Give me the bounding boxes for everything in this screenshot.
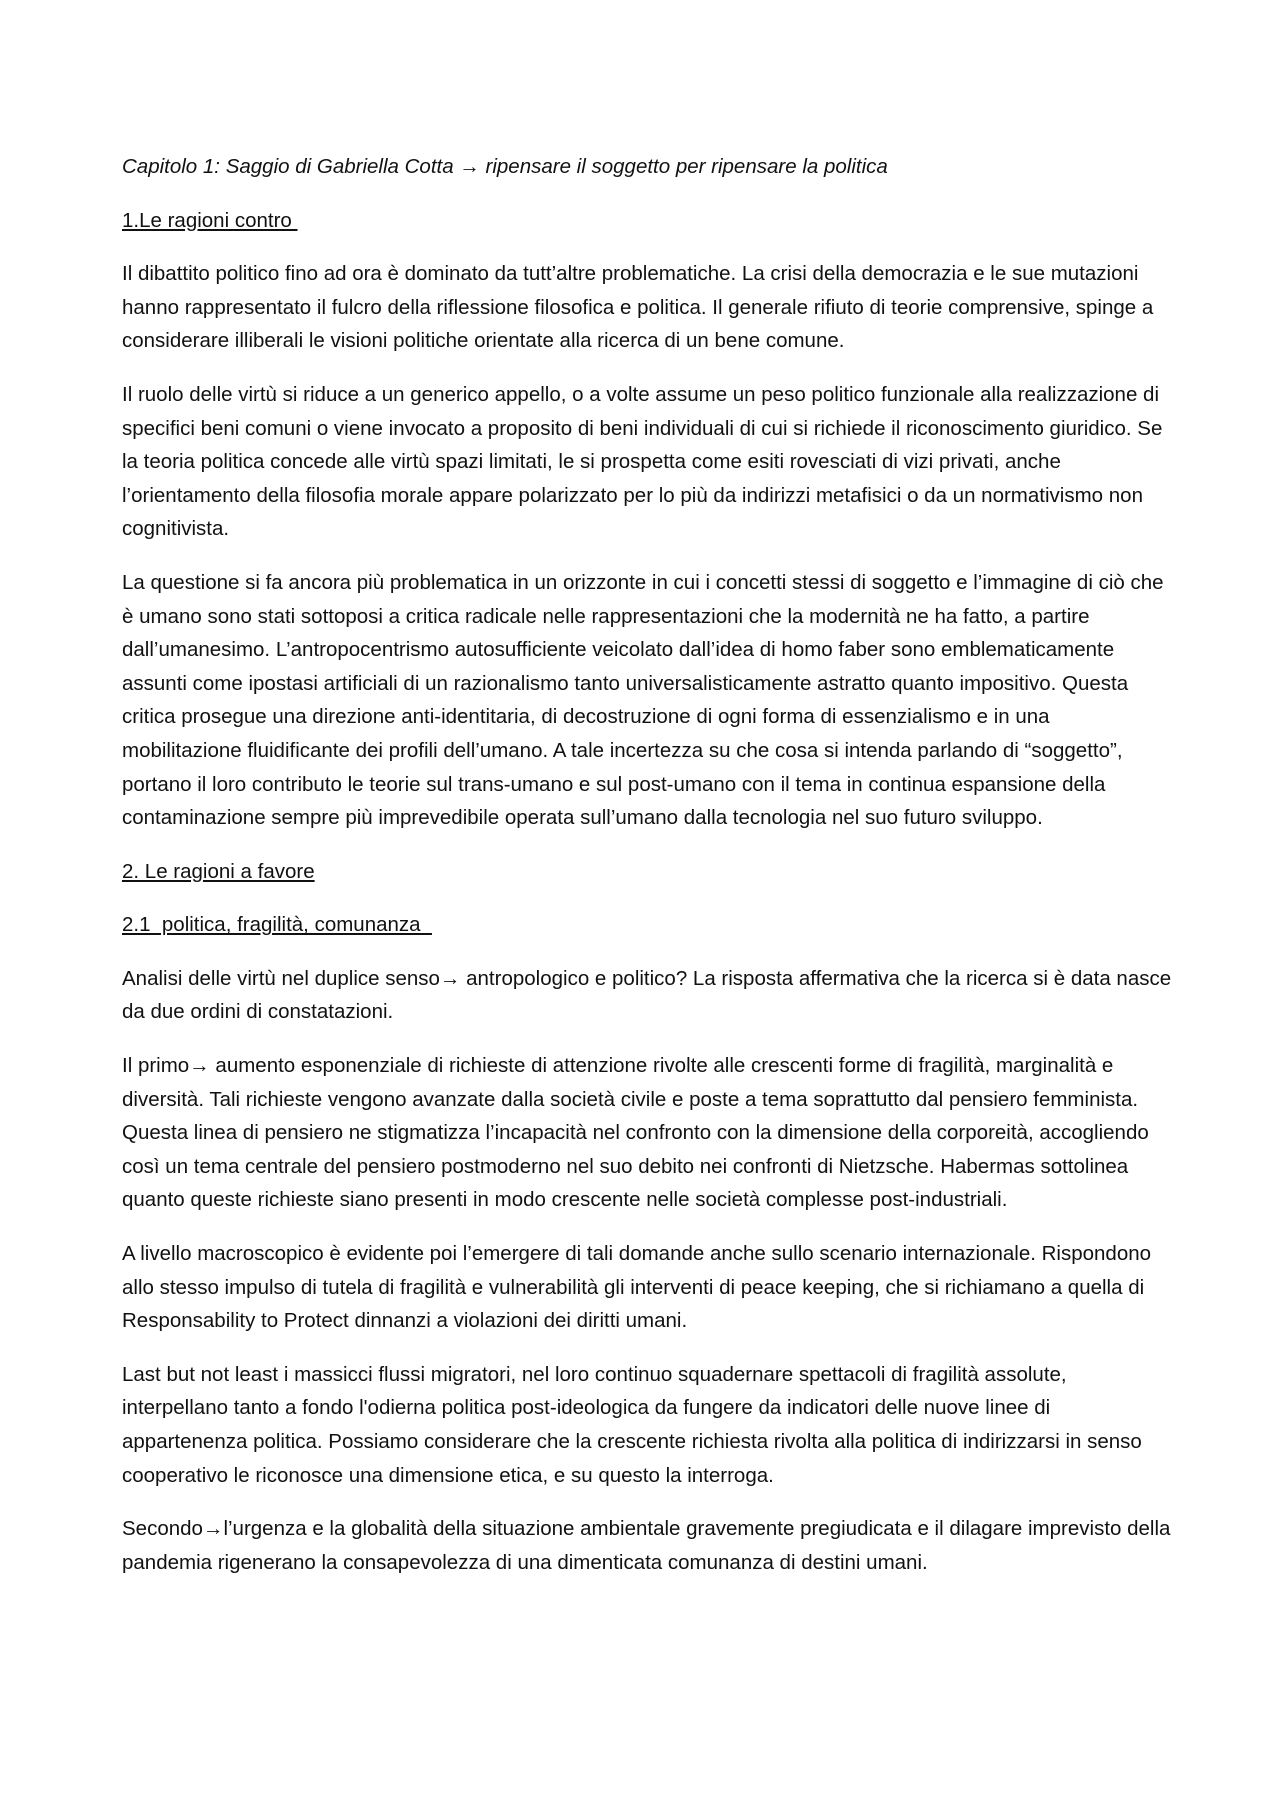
paragraph-2: Il ruolo delle virtù si riduce a un generico appello, o a volte assume un peso politico funzionale alla realizzazione di specifici beni comuni o viene invocato a proposito di beni individuali di cui si richiede il riconoscimento giuridico. Se la teoria politica concede alle virtù spazi limitati, le si prospetta come esiti rovesciati di vizi privati, anche l’orientamento della filosofia morale appare polarizzato per lo più da indirizzi metafisici o da un normativismo non cognitivista.	[122, 382, 1163, 541]
arrow-right-icon: →	[459, 155, 480, 178]
paragraph-4-start: Analisi delle virtù nel duplice senso	[122, 966, 440, 990]
paragraph-4	[122, 962, 1172, 1029]
paragraph-8-start: Secondo	[122, 1517, 203, 1541]
document-title	[122, 150, 1172, 184]
paragraph-5	[122, 1049, 1172, 1217]
paragraph-1: Il dibattito politico fino ad ora è dominato da tutt’altre problematiche. La crisi della democrazia e le sue mutazioni hanno rappresentato il fulcro della riflessione filosofica e politica. Il generale rifiuto di teorie comprensive, spinge a considerare illiberali le visioni politiche orientate alla ricerca di un bene comune.	[122, 262, 1154, 353]
arrow-right-icon: →	[189, 1054, 210, 1078]
paragraph-8	[122, 1512, 1172, 1579]
paragraph-8-rest: l’urgenza e la globalità della situazione ambientale gravemente pregiudicata e il dilagare imprevisto della pandemia rigenerano la consapevolezza di una dimenticata comunanza di destini umani.	[122, 1517, 1171, 1574]
section-heading-2: 2. Le ragioni a favore	[122, 859, 315, 883]
arrow-right-icon: →	[439, 966, 461, 990]
paragraph-7: Last but not least i massicci flussi migratori, nel loro continuo squadernare spettacoli di fragilità assolute, interpellano tanto a fondo l'odierna politica post-ideologica da fungere da indicatori delle nuove linee di appartenenza politica. Possiamo considerare che la crescente richiesta rivolta alla politica di indirizzarsi in senso cooperativo le riconosce una dimensione etica, e su questo la interroga.	[122, 1362, 1142, 1487]
subsection-heading-2-1: 2.1 politica, fragilità, comunanza	[122, 913, 432, 937]
paragraph-5-rest: aumento esponenziale di richieste di attenzione rivolte alle crescenti forme di fragilità, marginalità e diversità. Tali richieste vengono avanzate dalla società civile e poste a tema soprattutto dal pensiero femminista. Questa linea di pensiero ne stigmatizza l’incapacità nel confronto con la dimensione della corporeità, accogliendo così un tema centrale del pensiero postmoderno nel suo debito nei confronti di Nietzsche. Habermas sottolinea quanto queste richieste siano presenti in modo crescente nelle società complesse post-industriali.	[122, 1054, 1149, 1212]
arrow-right-icon: →	[202, 1517, 224, 1541]
title-suffix: ripensare il soggetto per ripensare la politica	[479, 155, 888, 178]
paragraph-3: La questione si fa ancora più problematica in un orizzonte in cui i concetti stessi di soggetto e l’immagine di ciò che è umano sono stati sottoposi a critica radicale nelle rappresentazioni che la modernità ne ha fatto, a partire dall’umanesimo. L’antropocentrismo autosufficiente veicolato dall’idea di homo faber sono emblematicamente assunti come ipostasi artificiali di un razionalismo tanto universalisticamente astratto quanto impositivo. Questa critica prosegue una direzione anti-identitaria, di decostruzione di ogni forma di essenzialismo e in una mobilitazione fluidificante dei profili dell’umano. A tale incertezza su che cosa si intenda parlando di “soggetto”, portano il loro contributo le teorie sul trans-umano e sul post-umano con il tema in continua espansione della contaminazione sempre più imprevedibile operata sull’umano dalla tecnologia nel suo futuro sviluppo.	[122, 570, 1164, 830]
paragraph-6: A livello macroscopico è evidente poi l’emergere di tali domande anche sullo scenario internazionale. Rispondono allo stesso impulso di tutela di fragilità e vulnerabilità gli interventi di peace keeping, che si richiamano a quella di Responsability to Protect dinnanzi a violazioni dei diritti umani.	[122, 1242, 1152, 1333]
section-heading-1: 1.Le ragioni contro	[122, 208, 298, 232]
document-page	[122, 150, 1172, 1599]
paragraph-4-rest: antropologico e politico? La risposta affermativa che la ricerca si è data nasce da due ordini di constatazioni.	[122, 966, 1172, 1024]
paragraph-5-start: Il primo	[122, 1054, 190, 1078]
title-prefix: Capitolo 1: Saggio di Gabriella Cotta	[122, 155, 454, 178]
